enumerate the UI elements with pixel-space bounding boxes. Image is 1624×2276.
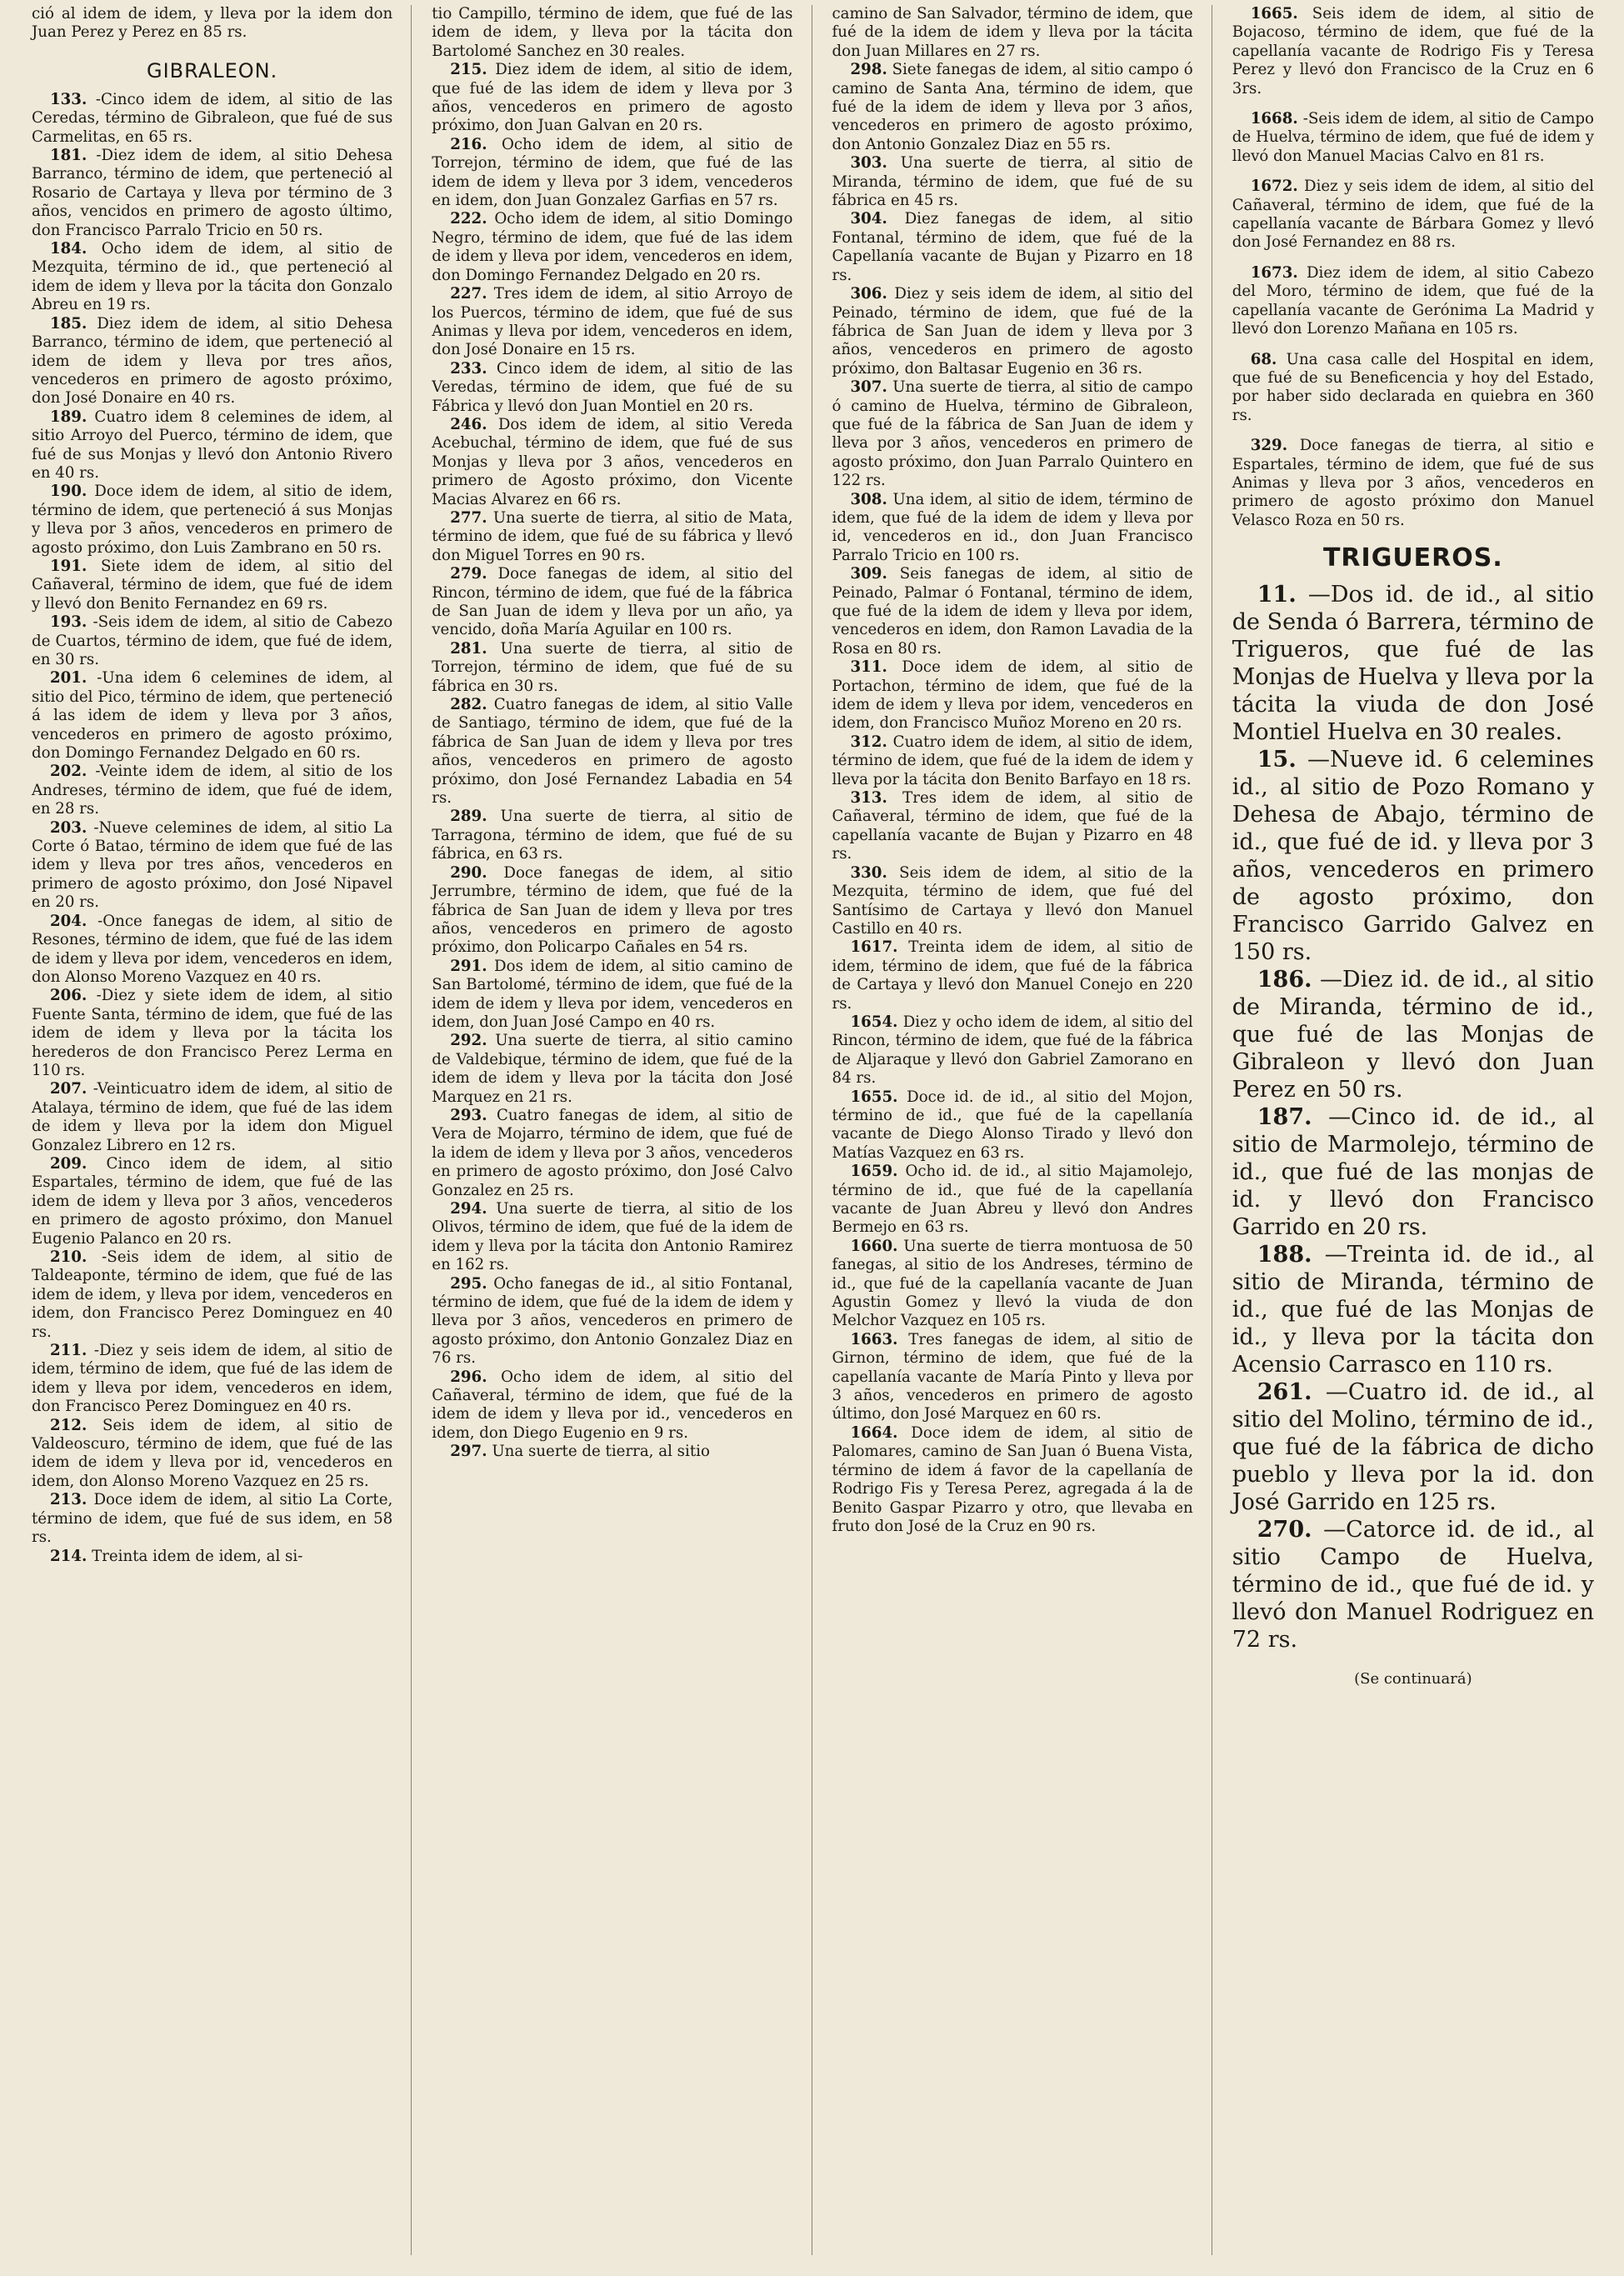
property-entry — [832, 1331, 1193, 1424]
entry-text: Ocho idem de idem, al sitio de Torrejon, término de idem, que fué de las idem de idem y lleva por 3 idem, vencederos en idem, don Juan Gonzalez Garfias en 57 rs. — [432, 135, 793, 210]
entry-number: 202. — [50, 763, 87, 781]
entry-number: 209. — [50, 1154, 87, 1173]
property-entry — [432, 1032, 792, 1107]
property-entry — [832, 154, 1193, 210]
entry-text: Cuatro idem 8 celemines de idem, al sitio Arroyo del Puerco, término de idem, que fué de sus Monjas y llevó don Antonio Rivero en 40 rs. — [32, 408, 393, 482]
entry-text: Dos idem de idem, al sitio camino de San Bartolomé, término de idem, que fué de la idem de idem y lleva por idem, vencederos en idem, don Juan José Campo en 40 rs. — [432, 957, 793, 1031]
entry-number: 1660. — [850, 1237, 898, 1255]
entry-text: Diez y ocho idem de idem, al sitio del Rincon, término de idem, que fué de la fábrica de Aljaraque y llevó don Gabriel Zamorano en 84 rs. — [832, 1013, 1193, 1088]
entry-text: -Nueve celemines de idem, al sitio La Corte ó Batao, término de idem que fué de las idem y lleva por tres años, vencederos en primero de agosto próximo, don José Nipavel en 20 rs. — [32, 818, 393, 912]
property-entry — [32, 240, 392, 315]
entry-text: Ocho fanegas de id., al sitio Fontanal, término de idem, que fué de la idem de idem y lleva por 3 años, vencederos en primero de agosto próximo, don Antonio Gonzalez Diaz en 76 rs. — [432, 1274, 793, 1368]
property-entry — [832, 733, 1193, 789]
property-entry — [832, 1163, 1193, 1238]
property-entry — [432, 864, 792, 958]
property-entry — [432, 640, 792, 696]
property-entry — [1232, 110, 1594, 166]
entry-number: 184. — [50, 240, 87, 258]
property-entry — [832, 864, 1193, 939]
entry-text: Cinco idem de idem, al sitio de las Veredas, término de idem, que fué de su Fábrica y llevó don Juan Montiel en 20 rs. — [432, 359, 793, 415]
entry-number: 277. — [450, 508, 487, 527]
entry-number: 294. — [450, 1200, 487, 1218]
entry-number: 214. — [50, 1547, 87, 1565]
property-entry — [1232, 1103, 1594, 1241]
property-entry — [1232, 5, 1594, 98]
entry-text: Treinta idem de idem, al sitio de idem, término de idem, que fué de la fábrica de Cartaya y llevó don Manuel Conejo en 220 rs. — [832, 938, 1193, 1013]
entry-text: ció al idem de idem, y lleva por la idem don Juan Perez y Perez en 85 rs. — [32, 5, 393, 42]
property-entry — [832, 491, 1193, 566]
entry-number: 1668. — [1250, 110, 1298, 128]
entry-number: 181. — [50, 147, 87, 165]
property-entry — [832, 1088, 1193, 1163]
property-entry — [32, 1417, 392, 1492]
entry-number: 1664. — [850, 1423, 898, 1442]
entry-text: Una idem, al sitio de idem, término de idem, que fué de la idem de idem y lleva por id, vencederos en id., don Juan Francisco Parralo Tricio en 100 rs. — [832, 490, 1193, 564]
entry-number: 298. — [850, 61, 887, 79]
entry-text: Ocho idem de idem, al sitio de Mezquita, término de id., que perteneció al idem de idem y lleva por la tácita don Gonzalo Abreu en 19 rs. — [32, 240, 393, 314]
property-entry — [432, 1275, 792, 1368]
entry-number: 191. — [50, 557, 87, 575]
column-2 — [412, 5, 812, 2255]
entry-text: —Dos id. de id., al sitio de Senda ó Barrera, término de Trigueros, que fué de las Monjas de Huelva y lleva por la tácita la viuda de don José Montiel Huelva en 30 reales. — [1232, 582, 1594, 746]
entry-text: —Treinta id. de id., al sitio de Miranda, término de id., que fué de las Monjas de id., y lleva por la tácita don Acensio Carrasco en 110 rs. — [1232, 1242, 1594, 1378]
entry-number: 201. — [50, 669, 87, 688]
entry-number: 312. — [850, 733, 887, 751]
entry-text: Ocho id. de id., al sitio Majamolejo, término de id., que fué de la capellanía vacante de Juan Abreu y llevó don Andres Bermejo en 63 rs. — [832, 1163, 1193, 1237]
entry-number: 270. — [1257, 1517, 1312, 1543]
entry-text: tio Campillo, término de idem, que fué de las idem de idem, y lleva por la tácita don Bartolomé Sanchez en 30 reales. — [432, 5, 793, 60]
entry-number: 304. — [850, 210, 887, 228]
property-entry — [32, 483, 392, 558]
property-entry — [432, 136, 792, 211]
entry-text: Diez y seis idem de idem, al sitio del Peinado, término de idem, que fué de la fábrica de San Juan de idem y lleva por 3 años, vencederos en primero de agosto próximo, don Baltasar Eugenio en 36 rs. — [832, 285, 1193, 378]
property-entry — [32, 763, 392, 818]
entry-number: 308. — [850, 490, 887, 508]
entry-text: -Veinticuatro idem de idem, al sitio de Atalaya, término de idem, que fué de las idem de idem y lleva por la idem don Miguel Gonzalez Librero en 12 rs. — [32, 1080, 393, 1154]
entry-text: Treinta idem de idem, al si- — [92, 1547, 303, 1565]
entry-text: Siete idem de idem, al sitio del Cañaveral, término de idem, que fué de idem y llevó don Benito Fernandez en 69 rs. — [32, 557, 393, 613]
entry-text: Tres idem de idem, al sitio Arroyo de los Puercos, término de idem, que fué de sus Animas y lleva por idem, vencederos en idem, don José Donaire en 15 rs. — [432, 285, 793, 359]
property-entry — [832, 565, 1193, 658]
entry-text: -Diez idem de idem, al sitio Dehesa Barranco, término de idem, que perteneció al Rosario de Cartaya y lleva por término de 3 años, vencidos en primero de agosto último, don Francisco Parralo Tricio en 50 rs. — [32, 147, 393, 239]
property-entry — [832, 658, 1193, 733]
property-entry — [32, 913, 392, 988]
entry-text: Cinco idem de idem, al sitio Espartales, término de idem, que fué de las idem de idem y lleva por 3 años, vencederos en primero de agosto próximo, don Manuel Eugenio Palanco en 20 rs. — [32, 1154, 393, 1248]
entry-text: Una casa calle del Hospital en idem, que fué de su Beneficencia y hoy del Estado, por haber sido declarada en quiebra en 360 rs. — [1232, 350, 1594, 424]
entry-number: 303. — [850, 154, 887, 173]
property-entry — [1232, 746, 1594, 966]
entry-text: Una suerte de tierra, al sitio de Tarragona, término de idem, que fué de su fábrica, en 63 rs. — [432, 808, 793, 863]
entry-number: 307. — [850, 378, 887, 397]
entry-number: 185. — [50, 314, 87, 333]
entry-text: Diez idem de idem, al sitio de idem, que fué de las idem de idem y lleva por 3 años, vencederos en primero de agosto próximo, don Juan Galvan en 20 rs. — [432, 61, 793, 135]
entry-number: 291. — [450, 957, 487, 975]
property-entry — [432, 1200, 792, 1275]
entry-number: 227. — [450, 285, 487, 303]
entry-number: 289. — [450, 808, 487, 826]
entry-number: 1672. — [1250, 178, 1298, 196]
property-entry — [832, 789, 1193, 864]
entry-text: -Diez y seis idem de idem, al sitio de idem, término de idem, que fué de las idem de idem y lleva por idem, vencederos en idem, don Francisco Perez Dominguez en 40 rs. — [32, 1342, 393, 1416]
property-entry — [432, 565, 792, 640]
property-entry — [32, 1248, 392, 1342]
property-entry — [432, 416, 792, 509]
entry-number: 290. — [450, 863, 487, 882]
property-entry — [32, 613, 392, 669]
entry-number: 207. — [50, 1080, 87, 1098]
entry-text: -Diez y siete idem de idem, al sitio Fuente Santa, término de idem, que fué de las idem de idem y lleva por la tácita los herederos de don Francisco Perez Lerma en 110 rs. — [32, 987, 393, 1079]
property-entry — [832, 1238, 1193, 1331]
entry-number: 281. — [450, 639, 487, 658]
entry-number: 233. — [450, 359, 487, 378]
entry-text: -Veinte idem de idem, al sitio de los Andreses, término de idem, que fué de idem, en 28 rs. — [32, 763, 393, 818]
entry-number: 11. — [1257, 582, 1297, 608]
entry-text: Dos idem de idem, al sitio Vereda Acebuchal, término de idem, que fué de sus Monjas y lleva por 3 años, vencederos en primero de Agosto próximo, don Vicente Macias Alvarez en 66 rs. — [432, 415, 793, 508]
property-entry — [432, 808, 792, 863]
entry-text: Ocho idem de idem, al sitio Domingo Negro, término de idem, que fué de las idem de idem y lleva por idem, vencederos en idem, don Domingo Fernandez Delgado en 20 rs. — [432, 210, 793, 284]
entry-text: -Seis idem de idem, al sitio de Campo de Huelva, término de idem, que fué de idem y llevó don Manuel Macias Calvo en 81 rs. — [1232, 110, 1594, 165]
entry-text: Una suerte de tierra, al sitio de Torrejon, término de idem, que fué de su fábrica en 30 rs. — [432, 639, 793, 695]
entry-text: Seis idem de idem, al sitio de la Mezquita, término de idem, que fué del Santísimo de Cartaya y llevó don Manuel Castillo en 40 rs. — [832, 863, 1193, 938]
property-entry — [32, 558, 392, 613]
property-entry — [32, 315, 392, 408]
entry-number: 133. — [50, 90, 87, 108]
entry-number: 306. — [850, 285, 887, 303]
entry-number: 212. — [50, 1416, 87, 1434]
property-entry — [432, 360, 792, 416]
section-title: TRIGUEROS. — [1322, 543, 1503, 573]
property-entry — [1232, 581, 1594, 746]
entry-number: 206. — [50, 987, 87, 1005]
continuation-note: (Se continuará) — [1354, 1670, 1472, 1688]
property-entry — [32, 1548, 392, 1566]
property-entry — [432, 509, 792, 565]
entry-number: 1659. — [850, 1163, 898, 1181]
entry-number: 193. — [50, 613, 87, 632]
entry-number: 222. — [450, 210, 487, 228]
entry-number: 216. — [450, 135, 487, 153]
entry-number: 188. — [1257, 1242, 1312, 1268]
entry-text: -Una idem 6 celemines de idem, al sitio del Pico, término de idem, que perteneció á las idem de idem y lleva por 3 años, vencederos en primero de agosto próximo, don Domingo Fernandez Delgado en 60 rs. — [32, 669, 393, 763]
entry-text: Doce fanegas de idem, al sitio del Rincon, término de idem, que fué de la fábrica de San Juan de idem y lleva por un año, ya vencido, doña María Aguilar en 100 rs. — [432, 565, 793, 639]
entry-text: Una suerte de tierra, al sitio de los Olivos, término de idem, que fué de la idem de idem y lleva por la tácita don Antonio Ramirez en 162 rs. — [432, 1200, 793, 1274]
entry-number: 1663. — [850, 1330, 898, 1348]
property-entry — [1232, 437, 1594, 530]
entry-text: Diez idem de idem, al sitio Cabezo del Moro, término de idem, que fué de la capellanía vacante de Gerónima La Madrid y llevó don Lorenzo Mañana en 105 rs. — [1232, 263, 1594, 338]
entry-number: 261. — [1257, 1379, 1312, 1406]
entry-text: Doce idem de idem, al sitio La Corte, término de idem, que fué de sus idem, en 58 rs. — [32, 1491, 393, 1547]
property-entry — [832, 1424, 1193, 1536]
property-entry — [32, 91, 392, 147]
property-entry — [1232, 1378, 1594, 1516]
entry-number: 190. — [50, 483, 87, 501]
property-entry — [432, 696, 792, 808]
entry-text: —Nueve id. 6 celemines id., al sitio de Pozo Romano y Dehesa de Abajo, término de id., que fué de id. y lleva por 3 años, vencederos en primero de agosto próximo, don Francisco Garrido Galvez en 150 rs. — [1232, 747, 1594, 966]
entry-continuation — [432, 5, 792, 61]
property-entry — [1232, 264, 1594, 339]
entry-number: 329. — [1250, 437, 1288, 455]
property-entry — [32, 987, 392, 1080]
entry-number: 68. — [1250, 350, 1277, 368]
entry-text: Seis fanegas de idem, al sitio de Peinado, Palmar ó Fontanal, término de idem, que fué de la idem de idem y lleva por idem, vencederos en idem, don Ramon Lavadia de la Rosa en 80 rs. — [832, 565, 1193, 658]
entry-number: 296. — [450, 1368, 487, 1386]
entry-number: 292. — [450, 1032, 487, 1050]
entry-text: Una suerte de tierra, al sitio camino de Valdebique, término de idem, que fué de la idem de idem y lleva por la tácita don José Marquez en 21 rs. — [432, 1032, 793, 1106]
property-entry — [32, 1080, 392, 1155]
property-entry — [1232, 178, 1594, 253]
property-entry — [32, 1342, 392, 1417]
entry-text: camino de San Salvador, término de idem, que fué de la idem de idem y lleva por la tácita don Juan Millares en 27 rs. — [832, 5, 1193, 60]
entry-text: Diez y seis idem de idem, al sitio del Cañaveral, término de idem, que fué de la capellanía vacante de Bárbara Gomez y llevó don José Fernandez en 88 rs. — [1232, 178, 1594, 252]
entry-text: —Cuatro id. de id., al sitio del Molino, término de id., que fué de la fábrica de dicho pueblo y lleva por la id. don José Garrido en 125 rs. — [1232, 1379, 1594, 1516]
entry-number: 211. — [50, 1342, 87, 1360]
entry-text: -Cinco idem de idem, al sitio de las Ceredas, término de Gibraleon, que fué de sus Carmelitas, en 65 rs. — [32, 90, 393, 146]
property-entry — [832, 378, 1193, 490]
property-entry — [32, 1155, 392, 1248]
property-entry — [432, 1368, 792, 1443]
entry-text: Una suerte de tierra, al sitio de Miranda, término de idem, que fué de su fábrica en 45 rs. — [832, 154, 1193, 210]
property-entry — [432, 285, 792, 360]
entry-number: 1673. — [1250, 263, 1298, 282]
entry-text: -Seis idem de idem, al sitio de Cabezo de Cuartos, término de idem, que fué de idem, en 30 rs. — [32, 613, 393, 668]
entry-text: Una suerte de tierra, al sitio de campo ó camino de Huelva, término de Gibraleon, que fué de la fábrica de San Juan de idem y lleva por 3 años, vencederos en primero de agosto próximo, don Juan Parralo Quintero en 122 rs. — [832, 378, 1193, 490]
entry-number: 204. — [50, 912, 87, 930]
entry-number: 246. — [450, 415, 487, 433]
entry-number: 215. — [450, 61, 487, 79]
property-entry — [32, 147, 392, 240]
entry-text: -Seis idem de idem, al sitio de Taldeaponte, término de idem, que fué de las idem de idem, y lleva por idem, vencederos en idem, don Francisco Perez Dominguez en 40 rs. — [32, 1248, 393, 1341]
entry-text: Tres idem de idem, al sitio de Cañaveral, término de idem, que fué de la capellanía vacante de Bujan y Pizarro en 48 rs. — [832, 789, 1193, 863]
entry-text: Cuatro fanegas de idem, al sitio de Vera de Mojarro, término de idem, que fué de la idem de idem y lleva por 3 años, vencederos en primero de agosto próximo, don José Calvo Gonzalez en 25 rs. — [432, 1106, 793, 1199]
entry-text: Ocho idem de idem, al sitio del Cañaveral, término de idem, que fué de la idem de idem y lleva por id., vencederos en idem, don Diego Eugenio en 9 rs. — [432, 1368, 793, 1442]
entry-number: 1617. — [850, 938, 898, 957]
column-4 — [1212, 5, 1612, 2255]
entry-number: 210. — [50, 1248, 87, 1266]
entry-text: Una suerte de tierra, al sitio — [492, 1443, 710, 1461]
entry-text: Doce id. de id., al sitio del Mojon, término de id., que fué de la capellanía vacante de Diego Alonso Tirado y llevó don Matías Vazquez en 63 rs. — [832, 1088, 1193, 1162]
entry-text: Doce idem de idem, al sitio de Palomares, camino de San Juan ó Buena Vista, término de idem á favor de la capellanía de Rodrigo Fis y Teresa Perez, agregada á la de Benito Gaspar Pizarro y otro, que llevaba en fruto don José de la Cruz en 90 rs. — [832, 1423, 1193, 1535]
property-entry — [1232, 966, 1594, 1103]
entry-number: 297. — [450, 1443, 487, 1461]
entry-text: Seis idem de idem, al sitio de Bojacoso, término de idem, que fué de la capellanía vacante de Rodrigo Fis y Teresa Perez y llevó don Francisco de la Cruz en 6 3rs. — [1232, 5, 1594, 98]
property-entry — [832, 210, 1193, 285]
entry-text: Cuatro idem de idem, al sitio de idem, término de idem, que fué de la idem de idem y lleva por la tácita don Benito Barfayo en 18 rs. — [832, 733, 1193, 788]
entry-text: Doce fanegas de tierra, al sitio e Espartales, término de idem, que fué de sus Animas y lleva por 3 años, vencederos en primero de agosto próximo don Manuel Velasco Roza en 50 rs. — [1232, 437, 1594, 529]
column-3 — [812, 5, 1212, 2255]
property-entry — [432, 1443, 792, 1461]
property-entry — [832, 61, 1193, 154]
entry-number: 1654. — [850, 1013, 898, 1031]
property-entry — [432, 210, 792, 285]
entry-number: 187. — [1257, 1104, 1312, 1131]
entry-text: —Diez id. de id., al sitio de Miranda, término de id., que fué de las Monjas de Gibraleon y llevó don Juan Perez en 50 rs. — [1232, 967, 1594, 1103]
entry-text: Diez idem de idem, al sitio Dehesa Barranco, término de idem, que perteneció al idem de idem y lleva por tres años, vencederos en primero de agosto próximo, don José Donaire en 40 rs. — [32, 314, 393, 408]
entry-text: Una suerte de tierra, al sitio de Mata, término de idem, que fué de su fábrica y llevó don Miguel Torres en 90 rs. — [432, 508, 793, 564]
column-1 — [12, 5, 412, 2255]
entry-number: 313. — [850, 789, 887, 808]
property-entry — [432, 958, 792, 1033]
entry-number: 330. — [850, 863, 887, 882]
entry-text: Seis idem de idem, al sitio de Valdeoscuro, término de idem, que fué de las idem de idem y lleva por id, vencederos en idem, don Alonso Moreno Vazquez en 25 rs. — [32, 1416, 393, 1490]
property-entry — [432, 61, 792, 136]
entry-text: —Cinco id. de id., al sitio de Marmolejo, término de id., que fué de las monjas de id. y llevó don Francisco Garrido en 20 rs. — [1232, 1104, 1594, 1241]
entry-number: 189. — [50, 408, 87, 426]
property-entry — [832, 1013, 1193, 1088]
property-entry — [1232, 351, 1594, 426]
entry-number: 282. — [450, 696, 487, 714]
entry-number: 213. — [50, 1491, 87, 1509]
property-entry — [32, 1491, 392, 1547]
property-entry — [32, 408, 392, 483]
entry-text: Una suerte de tierra montuosa de 50 fanegas, al sitio de los Andreses, término de id., que fué de la capellanía vacante de Juan Agustin Gomez y llevó la viuda de don Melchor Vazquez en 105 rs. — [832, 1237, 1193, 1330]
entry-continuation — [32, 5, 392, 43]
entry-text: Siete fanegas de idem, al sitio campo ó camino de Santa Ana, término de idem, que fué de la idem de idem y lleva por 3 años, vencederos en primero de agosto próximo, don Antonio Gonzalez Diaz en 55 rs. — [832, 61, 1193, 153]
property-entry — [832, 285, 1193, 378]
entry-number: 279. — [450, 565, 487, 583]
property-entry — [32, 819, 392, 913]
entry-text: Doce fanegas de idem, al sitio Jerrumbre, término de idem, que fué de la fábrica de San Juan de idem y lleva por tres años, vencederos en primero de agosto próximo, don Policarpo Cañales en 54 rs. — [432, 863, 793, 957]
property-entry — [432, 1107, 792, 1200]
entry-text: -Once fanegas de idem, al sitio de Resones, término de idem, que fué de las idem de idem y lleva por idem, vencederos en idem, don Alonso Moreno Vazquez en 40 rs. — [32, 912, 393, 986]
entry-number: 309. — [850, 565, 887, 583]
entry-number: 311. — [850, 658, 887, 677]
entry-number: 293. — [450, 1106, 487, 1124]
property-entry — [1232, 1241, 1594, 1378]
entry-number: 295. — [450, 1274, 487, 1293]
entry-text: Diez fanegas de idem, al sitio Fontanal, término de idem, que fué de la Capellanía vacante de Bujan y Pizarro en 18 rs. — [832, 210, 1193, 284]
entry-text: Tres fanegas de idem, al sitio de Girnon, término de idem, que fué de la capellanía vacante de María Pinto y lleva por 3 años, vencederos en primero de agosto último, don José Marquez en 60 rs. — [832, 1330, 1193, 1423]
entry-number: 1655. — [850, 1088, 898, 1106]
entry-text: Doce idem de idem, al sitio de Portachon, término de idem, que fué de la idem de idem y lleva por idem, vencederos en idem, don Francisco Muñoz Moreno en 20 rs. — [832, 658, 1193, 733]
property-entry — [1232, 1516, 1594, 1653]
entry-number: 1665. — [1250, 5, 1298, 23]
property-entry — [32, 669, 392, 763]
entry-number: 203. — [50, 818, 87, 837]
section-title: GIBRALEON. — [146, 58, 278, 83]
entry-text: Doce idem de idem, al sitio de idem, término de idem, que perteneció á sus Monjas y lleva por 3 años, vencederos en primero de agosto próximo, don Luis Zambrano en 50 rs. — [32, 483, 393, 557]
entry-number: 15. — [1257, 747, 1297, 773]
property-entry — [832, 938, 1193, 1013]
entry-text: —Catorce id. de id., al sitio Campo de Huelva, término de id., que fué de id. y llevó don Manuel Rodriguez en 72 rs. — [1232, 1517, 1594, 1653]
entry-number: 186. — [1257, 967, 1312, 993]
entry-continuation — [832, 5, 1193, 61]
entry-text: Cuatro fanegas de idem, al sitio Valle de Santiago, término de idem, que fué de la fábrica de San Juan de idem y lleva por tres años, vencederos en primero de agosto próximo, don José Fernandez Labadia en 54 rs. — [432, 696, 793, 808]
